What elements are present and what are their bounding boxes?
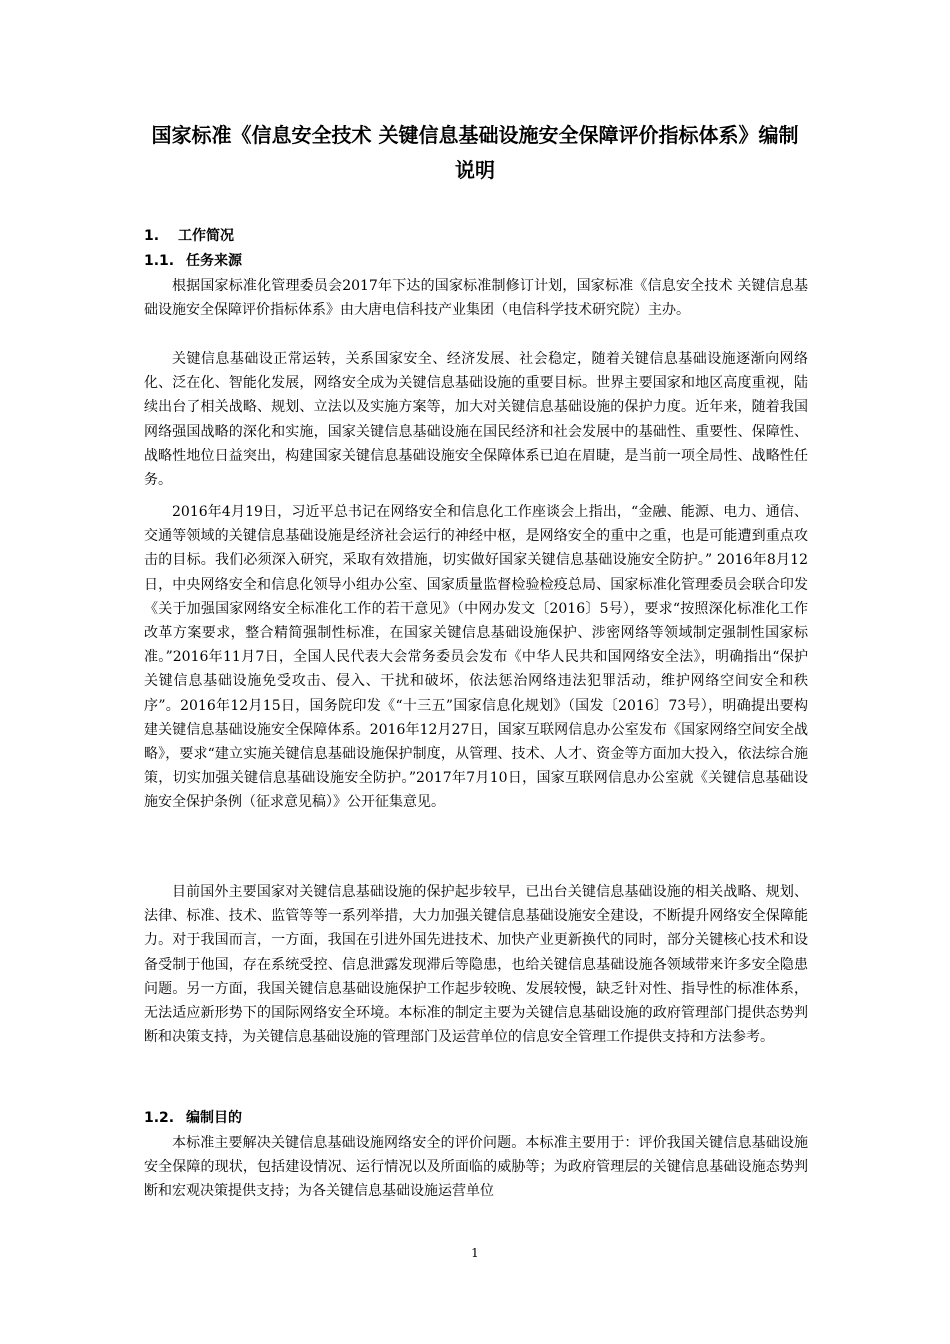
section-number: 1.2.	[144, 1110, 175, 1126]
paragraph-current-status: 目前国外主要国家对关键信息基础设施的保护起步较早，已出台关键信息基础设施的相关战略、规划、法律、标准、技术、监管等等一系列举措，大力加强关键信息基础设施安全建设，不断提升网络安全保障能力。对于我国而言，一方面，我国在引进外国先进技术、加快产业更新换代的同时，部分关键核心技术和设备受制于他国，存在系统受控、信息泄露发现滞后等隐患，也给关键信息基础设施各领域带来许多安全隐患问题。另一方面，我国关键信息基础设施保护工作起步较晚、发展较慢，缺乏针对性、指导性的标准体系，无法适应新形势下的国际网络安全环境。本标准的制定主要为关键信息基础设施的政府管理部门提供态势判断和决策支持，为关键信息基础设施的管理部门及运营单位的信息安全管理工作提供支持和方法参考。	[144, 884, 808, 1046]
paragraph-purpose: 本标准主要解决关键信息基础设施网络安全的评价问题。本标准主要用于：评价我国关键信息基础设施安全保障的现状，包括建设情况、运行情况以及所面临的威胁等；为政府管理层的关键信息基础设施态势判断和宏观决策提供支持；为各关键信息基础设施运营单位	[144, 1135, 808, 1200]
section-number: 1.	[144, 228, 160, 244]
section-title: 编制目的	[186, 1110, 242, 1126]
paragraph-task-source: 根据国家标准化管理委员会2017年下达的国家标准制修订计划，国家标准《信息安全技术 关键信息基础设施安全保障评价指标体系》由大唐电信科技产业集团（电信科学技术研究院）主办。	[144, 278, 808, 319]
section-title: 工作简况	[178, 228, 234, 244]
page-number: 1	[471, 1246, 479, 1260]
document-title: 国家标准《信息安全技术 关键信息基础设施安全保障评价指标体系》编制说明	[151, 123, 799, 182]
section-heading-1-1	[144, 249, 242, 273]
section-number: 1.1.	[144, 253, 175, 269]
paragraph-background: 关键信息基础设正常运转，关系国家安全、经济发展、社会稳定，随着关键信息基础设施逐渐向网络化、泛在化、智能化发展，网络安全成为关键信息基础设施的重要目标。世界主要国家和地区高度重视，陆续出台了相关战略、规划、立法以及实施方案等，加大对关键信息基础设施的保护力度。近年来，随着我国网络强国战略的深化和实施，国家关键信息基础设施在国民经济和社会发展中的基础性、重要性、保障性、战略性地位日益突出，构建国家关键信息基础设施安全保障体系已迫在眉睫，是当前一项全局性、战略性任务。	[144, 351, 808, 489]
paragraph-policy-timeline: 2016年4月19日，习近平总书记在网络安全和信息化工作座谈会上指出，“金融、能源、电力、通信、交通等领域的关键信息基础设施是经济社会运行的神经中枢，是网络安全的重中之重，也是可能遭到重点攻击的目标。我们必须深入研究，采取有效措施，切实做好国家关键信息基础设施安全防护。” 2016年8月12日，中央网络安全和信息化领导小组办公室、国家质量监督检验检疫总局、国家标准化管理委员会联合印发《关于加强国家网络安全标准化工作的若干意见》（中网办发文〔2016〕5号），要求“按照深化标准化工作改革方案要求，整合精简强制性标准，在国家关键信息基础设施保护、涉密网络等领域制定强制性国家标准。”2016年11月7日，全国人民代表大会常务委员会发布《中华人民共和国网络安全法》，明确指出“保护关键信息基础设施免受攻击、侵入、干扰和破坏，依法惩治网络违法犯罪活动，维护网络空间安全和秩序”。2016年12月15日，国务院印发《“十三五”国家信息化规划》（国发〔2016〕73号），明确提出要构建关键信息基础设施安全保障体系。2016年12月27日，国家互联网信息办公室发布《国家网络空间安全战略》，要求“建立实施关键信息基础设施保护制度，从管理、技术、人才、资金等方面加大投入，依法综合施策，切实加强关键信息基础设施安全防护。”2017年7月10日，国家互联网信息办公室就《关键信息基础设施安全保护条例（征求意见稿）》公开征集意见。	[144, 504, 808, 811]
section-title: 任务来源	[186, 253, 242, 269]
section-heading-1-2	[144, 1106, 242, 1130]
section-heading-1	[144, 224, 234, 248]
